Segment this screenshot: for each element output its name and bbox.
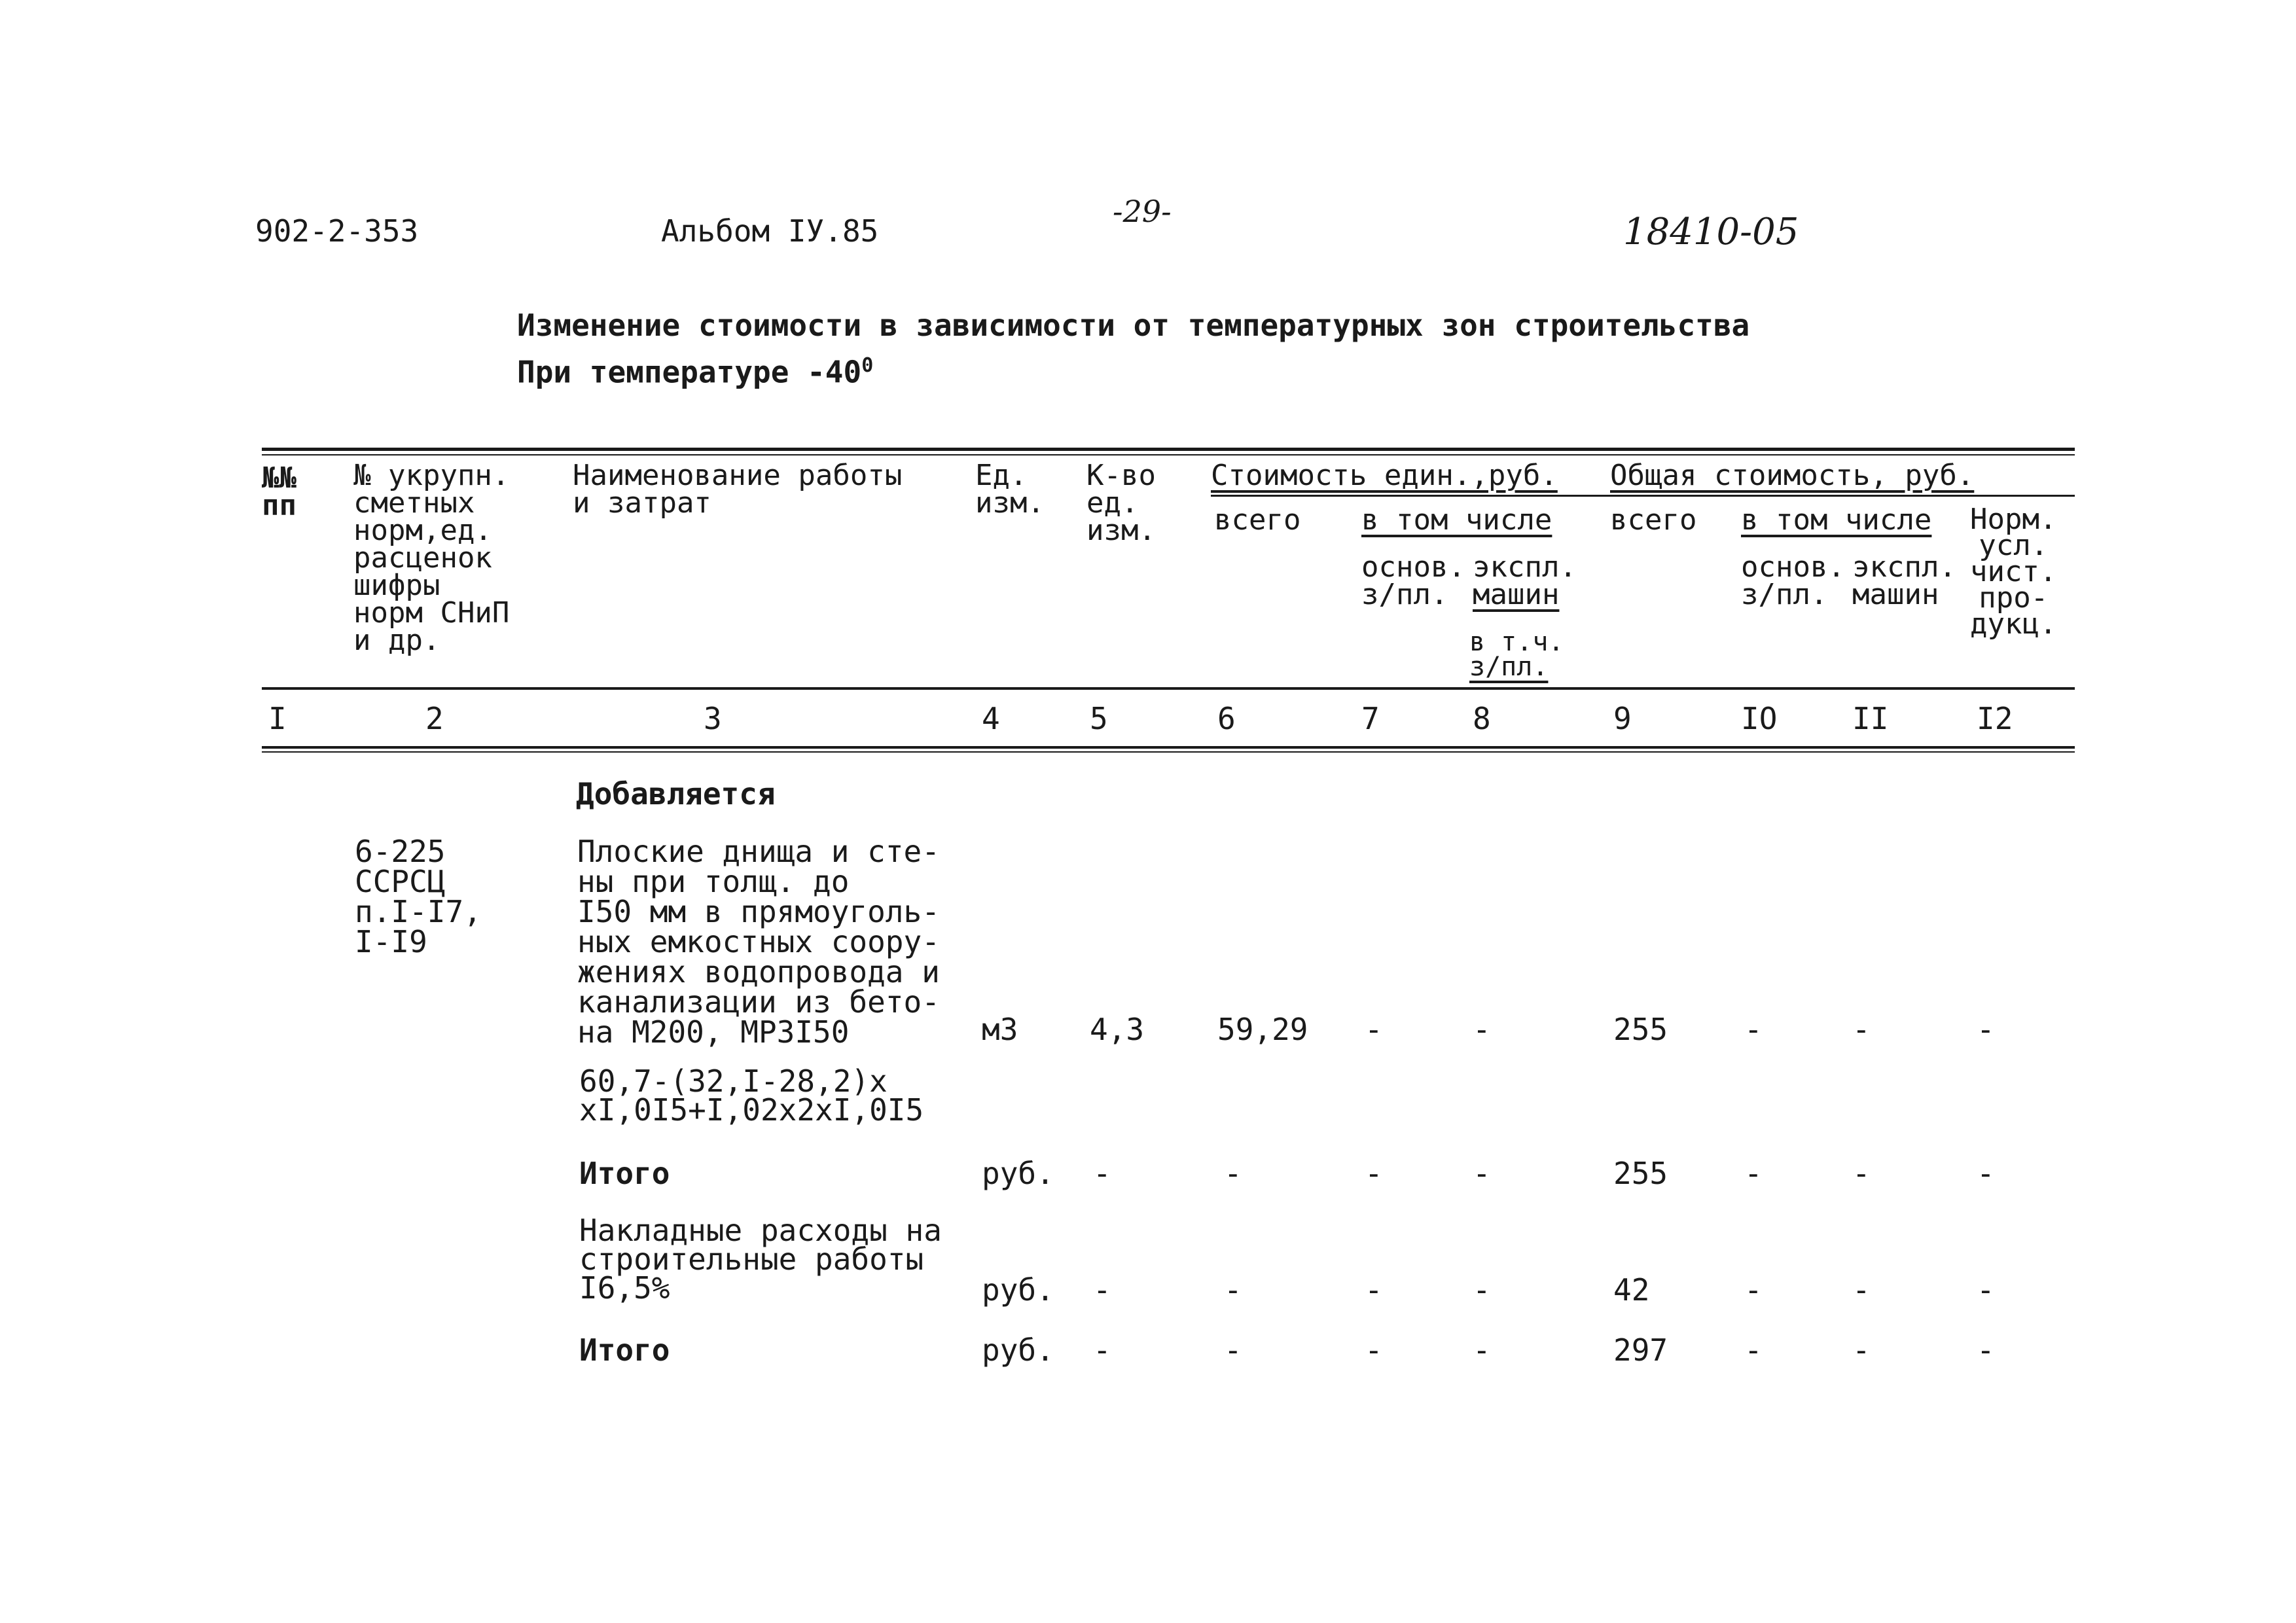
overhead-unit-total: - xyxy=(1224,1272,1242,1308)
total-qty: - xyxy=(1093,1332,1111,1368)
col-number-11: II xyxy=(1852,701,1889,736)
header-col-2: № укрупн. сметных норм,ед. расценок шифры норм СНиП и др. xyxy=(353,459,510,657)
col-number-8: 8 xyxy=(1473,701,1491,736)
overhead-total-machine: - xyxy=(1852,1272,1871,1308)
col-number-1: I xyxy=(268,701,287,736)
main-row-total: 255 xyxy=(1613,1012,1668,1047)
col-numbers-rule-2 xyxy=(262,751,2075,753)
subtotal-unit-total: - xyxy=(1224,1156,1242,1191)
overhead-total: 42 xyxy=(1613,1272,1650,1308)
subtotal-norm: - xyxy=(1977,1156,1995,1191)
overhead-unit-machine: - xyxy=(1473,1272,1491,1308)
header-col-5: К-во ед. изм. xyxy=(1086,459,1156,547)
main-row-code: 6-225 ССРСЦ п.I-I7, I-I9 xyxy=(355,834,482,959)
section-label: Добавляется xyxy=(576,776,776,812)
col-number-2: 2 xyxy=(425,701,444,736)
overhead-unit-wage: - xyxy=(1365,1272,1383,1308)
col-number-12: I2 xyxy=(1977,701,2013,736)
header-total-cost-group: Общая стоимость, руб. xyxy=(1610,459,1975,492)
header-bottom-rule xyxy=(262,687,2075,690)
main-row-unit: м3 xyxy=(982,1012,1018,1047)
overhead-label: Накладные расходы на строительные работы I6,5% xyxy=(579,1213,942,1306)
col-number-3: 3 xyxy=(704,701,722,736)
formula: 60,7-(32,I-28,2)x xI,0I5+I,02x2xI,0I5 xyxy=(579,1063,924,1128)
col-number-9: 9 xyxy=(1613,701,1632,736)
header-col-10: основ. з/пл. xyxy=(1741,550,1845,611)
album-label: Альбом IУ.85 xyxy=(661,213,879,249)
header-top-rule xyxy=(262,448,2075,451)
subtotal-total: 255 xyxy=(1613,1156,1668,1191)
total-unit-wage: - xyxy=(1365,1332,1383,1368)
main-row-norm: - xyxy=(1977,1012,1995,1047)
total-total-machine: - xyxy=(1852,1332,1871,1368)
total-label: Итого xyxy=(579,1332,670,1368)
main-row-total-wage: - xyxy=(1744,1012,1763,1047)
overhead-qty: - xyxy=(1093,1272,1111,1308)
header-col-7: основ. з/пл. xyxy=(1361,550,1465,611)
main-row-unit-wage: - xyxy=(1365,1012,1383,1047)
header-col-6: всего xyxy=(1214,503,1301,537)
header-col-4: Ед. изм. xyxy=(975,459,1045,520)
main-row-qty: 4,3 xyxy=(1090,1012,1145,1047)
header-col-1: №№ пп xyxy=(262,461,296,522)
total-unit: руб. xyxy=(982,1332,1054,1368)
col-number-7: 7 xyxy=(1361,701,1380,736)
subtotal-total-wage: - xyxy=(1744,1156,1763,1191)
total-unit-total: - xyxy=(1224,1332,1242,1368)
header-col-11: экспл. машин xyxy=(1852,550,1956,611)
col-number-6: 6 xyxy=(1217,701,1236,736)
col-numbers-rule xyxy=(262,746,2075,749)
total-total-wage: - xyxy=(1744,1332,1763,1368)
header-col-3: Наименование работы и затрат xyxy=(573,459,903,520)
col-number-5: 5 xyxy=(1090,701,1108,736)
overhead-unit: руб. xyxy=(982,1272,1054,1308)
title-line-1: Изменение стоимости в зависимости от температурных зон строительства xyxy=(517,308,1750,343)
header-incl-1: в том числе xyxy=(1361,503,1552,537)
subtotal-label: Итого xyxy=(579,1156,670,1191)
subtotal-total-machine: - xyxy=(1852,1156,1871,1191)
header-top-rule-2 xyxy=(262,454,2075,455)
sheet-code: 18410-05 xyxy=(1623,211,1799,253)
subtotal-unit-wage: - xyxy=(1365,1156,1383,1191)
title-line-2: При температуре $-40^0$ xyxy=(517,354,874,390)
header-unit-cost-group: Стоимость един.,руб. xyxy=(1211,459,1558,492)
subtotal-qty: - xyxy=(1093,1156,1111,1191)
total-total: 297 xyxy=(1613,1332,1668,1368)
header-col-9: всего xyxy=(1610,503,1697,537)
col-number-4: 4 xyxy=(982,701,1000,736)
main-row-unit-total: 59,29 xyxy=(1217,1012,1308,1047)
main-row-name: Плоские днища и сте- ны при толщ. до I50 мм в прямоуголь- ных емкостных соору- жениях водопровода и канализации из бето- на М200, МРЗI50 xyxy=(577,834,940,1050)
total-norm: - xyxy=(1977,1332,1995,1368)
overhead-norm: - xyxy=(1977,1272,1995,1308)
header-incl-2: в том числе xyxy=(1741,503,1932,537)
main-row-total-machine: - xyxy=(1852,1012,1871,1047)
total-unit-machine: - xyxy=(1473,1332,1491,1368)
header-col-8: экспл. машин xyxy=(1473,550,1577,611)
subtotal-unit-machine: - xyxy=(1473,1156,1491,1191)
overhead-total-wage: - xyxy=(1744,1272,1763,1308)
group-rule xyxy=(1211,495,2075,497)
header-col-12: Норм. усл. чист. про- дукц. xyxy=(1970,503,2057,641)
header-col-8-sub: в т.ч. з/пл. xyxy=(1469,627,1564,682)
page-number: -29- xyxy=(1113,194,1172,229)
subtotal-unit: руб. xyxy=(982,1156,1054,1191)
main-row-unit-machine: - xyxy=(1473,1012,1491,1047)
doc-code: 902-2-353 xyxy=(255,213,419,249)
col-number-10: IO xyxy=(1741,701,1778,736)
